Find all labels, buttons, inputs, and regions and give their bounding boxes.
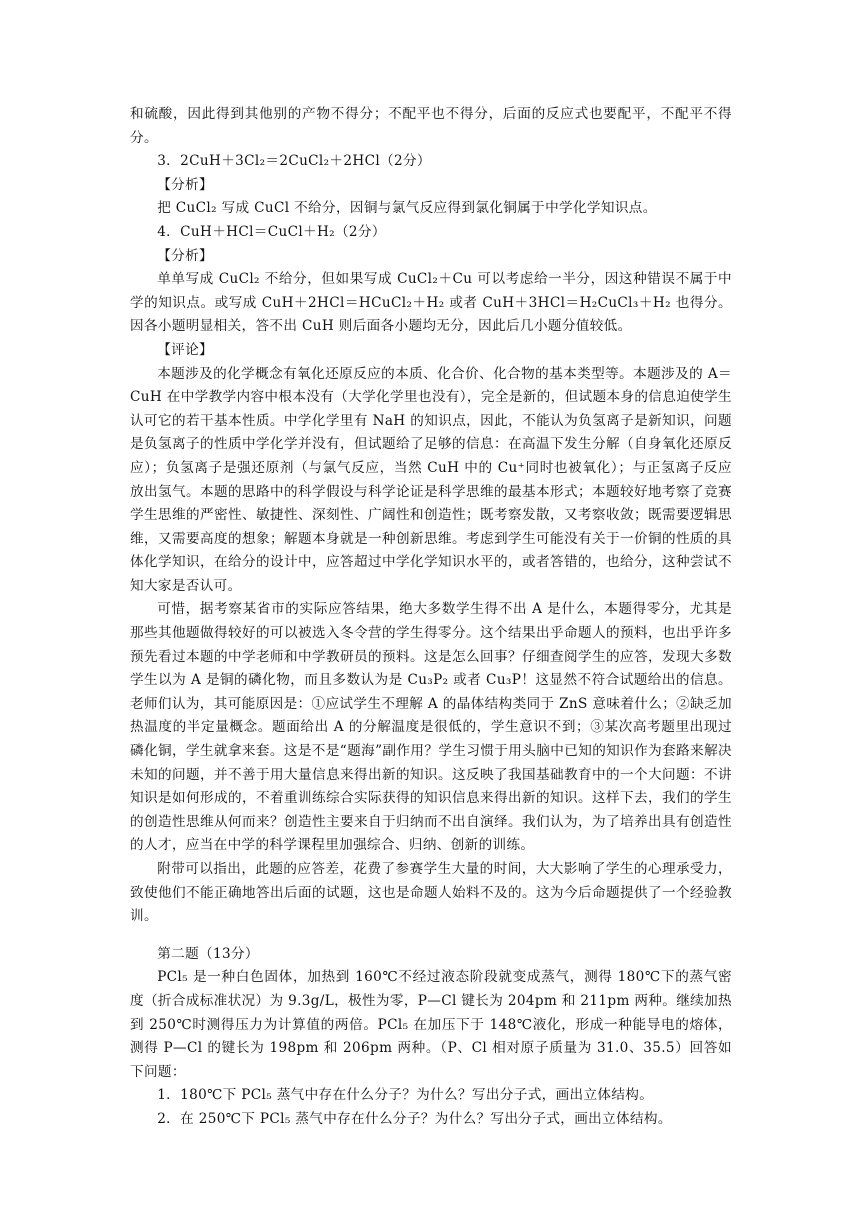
- answer-4-equation: 4．CuH＋HCl＝CuCl＋H₂（2分）: [157, 223, 386, 240]
- document-body: [130, 103, 732, 1132]
- commentary-paragraph-2: 可惜，据考察某省市的实际应答结果，绝大多数学生得不出 A 是什么，本题得零分，尤其是那些其他题做得较好的可以被选入冬令营的学生得零分。这个结果出乎命题人的预料，也出乎许多预先看过本题的中学老师和中学教研员的预料。这是怎么回事？仔细查阅学生的应答，发现大多数学生以为 A 是铜的磷化物，而且多数认为是 Cu₃P₂ 或者 Cu₃P！这显然不符合试题给出的信息。老师们认为，其可能原因是：①应试学生不理解 A 的晶体结构类同于 ZnS 意味着什么；②缺乏加热温度的半定量概念。题面给出 A 的分解温度是很低的，学生意识不到；③某次高考题里出现过磷化铜，学生就拿来套。这是不是“题海”副作用？学生习惯于用头脑中已知的知识作为套路来解决未知的问题，并不善于用大量信息来得出新的知识。这反映了我国基础教育中的一个大问题：不讲知识是如何形成的，不着重训练综合实际获得的知识信息来得出新的知识。这样下去，我们的学生的创造性思维从何而来？创造性主要来自于归纳而不出自演绎。我们认为，为了培养出具有创造性的人才，应当在中学的科学课程里加强综合、归纳、创新的训练。: [130, 601, 732, 854]
- question-2-heading: 第二题（13分）: [157, 945, 259, 962]
- commentary-heading: 【评论】: [157, 341, 213, 358]
- question-2-stem: PCl₅ 是一种白色固体，加热到 160℃不经过液态阶段就变成蒸气，测得 180℃下的蒸气密度（折合成标准状况）为 9.3g/L，极性为零，P—Cl 键长为 204pm 和 211pm 两种。继续加热到 250℃时测得压力为计算值的两倍。PCl₅ 在加压下于 148℃液化，形成一种能导电的熔体，测得 P—Cl 的键长为 198pm 和 206pm 两种。（P、Cl 相对原子质量为 31.0、35.5）回答如下问题：: [130, 969, 732, 1080]
- commentary-paragraph-1: 本题涉及的化学概念有氧化还原反应的本质、化合价、化合物的基本类型等。本题涉及的 A＝CuH 在中学教学内容中根本没有（大学化学里也没有），完全是新的，但试题本身的信息迫使学生认可它的若干基本性质。中学化学里有 NaH 的知识点，因此，不能认为负氢离子是新知识，问题是负氢离子的性质中学化学并没有，但试题给了足够的信息：在高温下发生分解（自身氧化还原反应）；负氢离子是强还原剂（与氯气反应，当然 CuH 中的 Cu⁺同时也被氧化）；与正氢离子反应放出氢气。本题的思路中的科学假设与科学论证是科学思维的最基本形式；本题较好地考察了竞赛学生思维的严密性、敏捷性、深刻性、广阔性和创造性；既考察发散，又考察收敛；既需要逻辑思维，又需要高度的想象；解题本身就是一种创新思维。考虑到学生可能没有关于一价铜的性质的具体化学知识，在给分的设计中，应答超过中学化学知识水平的，或者答错的，也给分，这种尝试不知大家是否认可。: [130, 365, 732, 594]
- section-spacer: [130, 929, 732, 943]
- analysis-heading: 【分析】: [157, 247, 213, 264]
- analysis-3-text: 把 CuCl₂ 写成 CuCl 不给分，因铜与氯气反应得到氯化铜属于中学化学知识点。: [157, 200, 657, 217]
- paragraph-grading-note: 和硫酸，因此得到其他别的产物不得分；不配平也不得分，后面的反应式也要配平，不配平不得分。: [130, 106, 732, 146]
- question-2-part-2: 2．在 250℃下 PCl₅ 蒸气中存在什么分子？为什么？写出分子式，画出立体结构。: [157, 1110, 672, 1127]
- analysis-4-text: 单单写成 CuCl₂ 不给分，但如果写成 CuCl₂＋Cu 可以考虑给一半分，因这种错误不属于中学的知识点。或写成 CuH＋2HCl＝HCuCl₂＋H₂ 或者 CuH＋3HCl＝H₂CuCl₃＋H₂ 也得分。因各小题明显相关，答不出 CuH 则后面各小题均无分，因此后几小题分值较低。: [130, 271, 732, 335]
- commentary-paragraph-3: 附带可以指出，此题的应答差，花费了参赛学生大量的时间，大大影响了学生的心理承受力，致使他们不能正确地答出后面的试题，这也是命题人始料不及的。这为今后命题提供了一个经验教训。: [130, 861, 732, 925]
- answer-3-equation: 3．2CuH＋3Cl₂＝2CuCl₂＋2HCl（2分）: [157, 153, 431, 170]
- question-2-part-1: 1．180℃下 PCl₅ 蒸气中存在什么分子？为什么？写出分子式，画出立体结构。: [157, 1087, 654, 1104]
- analysis-heading: 【分析】: [157, 176, 213, 193]
